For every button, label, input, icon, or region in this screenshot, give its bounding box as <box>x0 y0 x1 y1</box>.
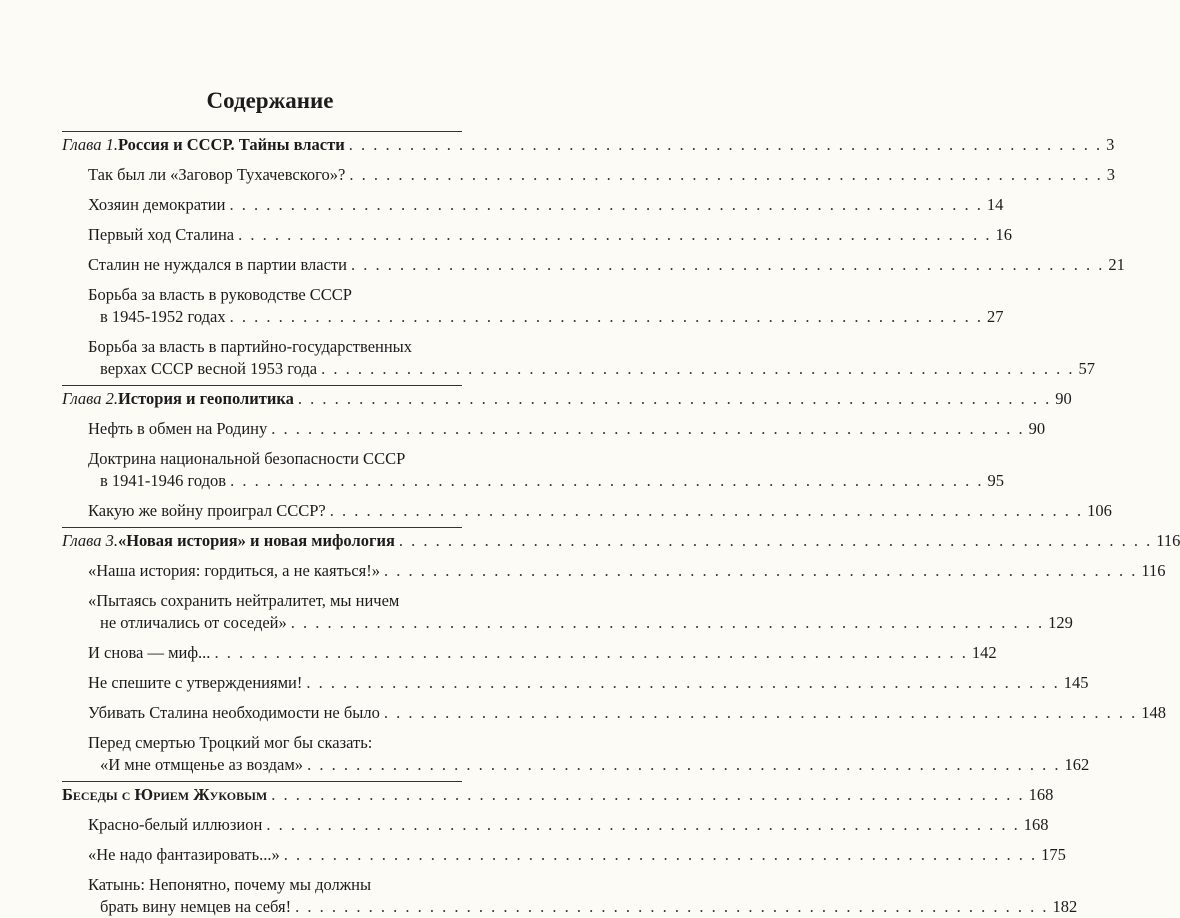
page-number: 3 <box>1106 135 1115 154</box>
toc-item[interactable] <box>88 448 1004 492</box>
chapter-separator <box>62 385 462 386</box>
toc-line <box>88 224 1012 246</box>
toc-line <box>88 500 1112 522</box>
page-number: 90 <box>1028 419 1046 438</box>
chapter-title: Россия и СССР. Тайны власти <box>117 135 345 154</box>
toc-item-title: «Не надо фантазировать...» <box>88 845 280 864</box>
page-number: 182 <box>1052 897 1078 916</box>
page-number: 168 <box>1023 815 1049 834</box>
toc-item[interactable] <box>88 194 1004 216</box>
page-number: 168 <box>1028 785 1054 804</box>
toc-line <box>62 134 1115 156</box>
chapter-separator <box>62 527 462 528</box>
dot-leader: . . . . . . . . . . . . . . . . . . . . . . . . . . . . . . . . . . . . . . . . . . . . . . . . . . . . . . . . . . . . . . <box>290 613 1045 632</box>
toc-item-line <box>88 336 462 358</box>
dot-leader: . . . . . . . . . . . . . . . . . . . . . . . . . . . . . . . . . . . . . . . . . . . . . . . . . . . . . . . . . . . . . . <box>266 815 1020 834</box>
toc-item[interactable] <box>88 672 1089 694</box>
toc-line <box>88 358 1095 380</box>
dot-leader: . . . . . . . . . . . . . . . . . . . . . . . . . . . . . . . . . . . . . . . . . . . . . . . . . . . . . . . . . . . . . . <box>295 897 1049 916</box>
toc-line <box>62 388 1072 410</box>
toc-item-title: Первый ход Сталина <box>88 225 235 244</box>
toc-chapter[interactable] <box>62 134 1115 156</box>
toc-item-title-cont: «И мне отмщенье аз воздам» <box>100 755 304 774</box>
dot-leader: . . . . . . . . . . . . . . . . . . . . . . . . . . . . . . . . . . . . . . . . . . . . . . . . . . . . . . . . . . . . . . <box>297 389 1052 408</box>
toc-item[interactable] <box>88 814 1049 836</box>
page-title: Содержание <box>206 88 334 113</box>
dot-leader: . . . . . . . . . . . . . . . . . . . . . . . . . . . . . . . . . . . . . . . . . . . . . . . . . . . . . . . . . . . . . . <box>214 643 968 662</box>
page-number: 57 <box>1078 359 1095 378</box>
dot-leader: . . . . . . . . . . . . . . . . . . . . . . . . . . . . . . . . . . . . . . . . . . . . . . . . . . . . . . . . . . . . . . <box>306 673 1060 692</box>
toc-line <box>88 844 1066 866</box>
toc-item-title: И снова — миф... <box>88 643 211 662</box>
dot-leader: . . . . . . . . . . . . . . . . . . . . . . . . . . . . . . . . . . . . . . . . . . . . . . . . . . . . . . . . . . . . . . <box>283 845 1038 864</box>
toc-item[interactable] <box>88 590 1073 634</box>
page-number: 3 <box>1106 165 1115 184</box>
chapter-title: «Новая история» и новая мифология <box>117 531 395 550</box>
chapter-label: Глава 1. <box>62 135 118 154</box>
toc-line <box>88 754 1090 776</box>
dot-leader: . . . . . . . . . . . . . . . . . . . . . . . . . . . . . . . . . . . . . . . . . . . . . . . . . . . . . . . . . . . . . . <box>229 307 984 326</box>
dot-leader: . . . . . . . . . . . . . . . . . . . . . . . . . . . . . . . . . . . . . . . . . . . . . . . . . . . . . . . . . . . . . . <box>238 225 992 244</box>
section-title: Беседы с Юрием Жуковым <box>62 785 268 804</box>
toc-item[interactable] <box>88 254 1125 276</box>
page-number: 162 <box>1064 755 1090 774</box>
toc-chapter[interactable] <box>62 388 1072 410</box>
toc-line <box>88 702 1166 724</box>
dot-leader: . . . . . . . . . . . . . . . . . . . . . . . . . . . . . . . . . . . . . . . . . . . . . . . . . . . . . . . . . . . . . . <box>229 195 983 214</box>
toc-item[interactable] <box>88 500 1112 522</box>
toc-item[interactable] <box>88 164 1115 186</box>
toc-item[interactable] <box>88 874 1078 918</box>
dot-leader: . . . . . . . . . . . . . . . . . . . . . . . . . . . . . . . . . . . . . . . . . . . . . . . . . . . . . . . . . . . . . . <box>271 419 1025 438</box>
toc-line <box>88 814 1049 836</box>
dot-leader: . . . . . . . . . . . . . . . . . . . . . . . . . . . . . . . . . . . . . . . . . . . . . . . . . . . . . . . . . . . . . . <box>307 755 1061 774</box>
toc-line <box>88 254 1125 276</box>
toc-item-title: «Наша история: гордиться, а не каяться!» <box>88 561 380 580</box>
dot-leader: . . . . . . . . . . . . . . . . . . . . . . . . . . . . . . . . . . . . . . . . . . . . . . . . . . . . . . . . . . . . . . <box>349 165 1103 184</box>
page-number: 175 <box>1041 845 1066 864</box>
toc-item-line <box>88 448 462 470</box>
toc-item-title: Не спешите с утверждениями! <box>88 673 303 692</box>
toc-item-line <box>88 284 462 306</box>
dot-leader: . . . . . . . . . . . . . . . . . . . . . . . . . . . . . . . . . . . . . . . . . . . . . . . . . . . . . . . . . . . . . . <box>271 785 1025 804</box>
toc-item-title-cont: брать вину немцев на себя! <box>100 897 292 916</box>
page-number: 116 <box>1156 531 1180 550</box>
toc-line <box>88 164 1115 186</box>
toc-line <box>62 784 1054 806</box>
toc-item[interactable] <box>88 844 1066 866</box>
toc-item-title-cont: в 1945-1952 годах <box>100 307 226 326</box>
toc-item-line <box>88 732 462 754</box>
chapter-title: История и геополитика <box>117 389 294 408</box>
dot-leader: . . . . . . . . . . . . . . . . . . . . . . . . . . . . . . . . . . . . . . . . . . . . . . . . . . . . . . . . . . . . . . <box>348 135 1103 154</box>
toc-line <box>88 612 1073 634</box>
page-number: 145 <box>1063 673 1089 692</box>
page-number: 14 <box>986 195 1004 214</box>
toc-chapter[interactable] <box>62 530 1180 552</box>
toc-item-title: Доктрина национальной безопасности СССР <box>88 449 406 468</box>
toc-line <box>88 896 1078 918</box>
toc-item-title-cont: верхах СССР весной 1953 года <box>100 359 318 378</box>
dot-leader: . . . . . . . . . . . . . . . . . . . . . . . . . . . . . . . . . . . . . . . . . . . . . . . . . . . . . . . . . . . . . . <box>230 471 984 490</box>
toc-item-title: Убивать Сталина необходимости не было <box>88 703 380 722</box>
toc-item-title: «Пытаясь сохранить нейтралитет, мы ничем <box>88 591 400 610</box>
chapter-separator <box>62 131 462 132</box>
toc-line <box>88 642 997 664</box>
page-number: 142 <box>971 643 997 662</box>
page-number: 106 <box>1087 501 1112 520</box>
toc-item-title-cont: в 1941-1946 годов <box>100 471 227 490</box>
dot-leader: . . . . . . . . . . . . . . . . . . . . . . . . . . . . . . . . . . . . . . . . . . . . . . . . . . . . . . . . . . . . . . <box>321 359 1075 378</box>
chapter-separator <box>62 781 462 782</box>
page-number: 90 <box>1055 389 1072 408</box>
toc-item-title: Какую же войну проиграл СССР? <box>88 501 326 520</box>
page-number: 148 <box>1141 703 1166 722</box>
page-number: 16 <box>995 225 1012 244</box>
toc-item-title: Красно-белый иллюзион <box>88 815 263 834</box>
toc-item-title: Борьба за власть в руководстве СССР <box>88 285 352 304</box>
dot-leader: . . . . . . . . . . . . . . . . . . . . . . . . . . . . . . . . . . . . . . . . . . . . . . . . . . . . . . . . . . . . . . <box>350 255 1105 274</box>
page-number: 95 <box>987 471 1004 490</box>
toc-item[interactable] <box>88 560 1166 582</box>
toc-line <box>88 418 1046 440</box>
toc-item-title-cont: не отличались от соседей» <box>100 613 287 632</box>
toc-item[interactable] <box>88 642 997 664</box>
toc-line <box>88 560 1166 582</box>
dot-leader: . . . . . . . . . . . . . . . . . . . . . . . . . . . . . . . . . . . . . . . . . . . . . . . . . . . . . . . . . . . . . . <box>329 501 1084 520</box>
chapter-label: Глава 3. <box>62 531 118 550</box>
toc-item-title: Хозяин демократии <box>88 195 226 214</box>
toc-item[interactable] <box>88 284 1004 328</box>
toc-item[interactable] <box>88 224 1012 246</box>
toc-item-title: Так был ли «Заговор Тухачевского»? <box>88 165 346 184</box>
toc-item-line <box>88 590 462 612</box>
toc-line <box>88 306 1004 328</box>
page-number: 116 <box>1141 561 1166 580</box>
page-number: 27 <box>987 307 1004 326</box>
dot-leader: . . . . . . . . . . . . . . . . . . . . . . . . . . . . . . . . . . . . . . . . . . . . . . . . . . . . . . . . . . . . . . <box>383 703 1138 722</box>
toc-item[interactable] <box>88 336 1095 380</box>
dot-leader: . . . . . . . . . . . . . . . . . . . . . . . . . . . . . . . . . . . . . . . . . . . . . . . . . . . . . . . . . . . . . . <box>398 531 1153 550</box>
toc-item-line <box>88 874 462 896</box>
dot-leader: . . . . . . . . . . . . . . . . . . . . . . . . . . . . . . . . . . . . . . . . . . . . . . . . . . . . . . . . . . . . . . <box>383 561 1138 580</box>
toc-item[interactable] <box>88 418 1046 440</box>
toc-line <box>88 470 1004 492</box>
toc-line <box>88 672 1089 694</box>
page-number: 21 <box>1108 255 1125 274</box>
toc-line <box>62 530 1180 552</box>
toc-item-title: Борьба за власть в партийно-государственных <box>88 337 413 356</box>
page-number: 129 <box>1048 613 1073 632</box>
chapter-label: Глава 2. <box>62 389 118 408</box>
toc-item-title: Сталин не нуждался в партии власти <box>88 255 347 274</box>
toc-item[interactable] <box>88 732 1090 776</box>
toc-chapter[interactable] <box>62 784 1054 806</box>
toc-line <box>88 194 1004 216</box>
toc-item[interactable] <box>88 702 1166 724</box>
toc-item-title: Перед смертью Троцкий мог бы сказать: <box>88 733 373 752</box>
toc-item-title: Нефть в обмен на Родину <box>88 419 268 438</box>
toc-item-title: Катынь: Непонятно, почему мы должны <box>88 875 372 894</box>
